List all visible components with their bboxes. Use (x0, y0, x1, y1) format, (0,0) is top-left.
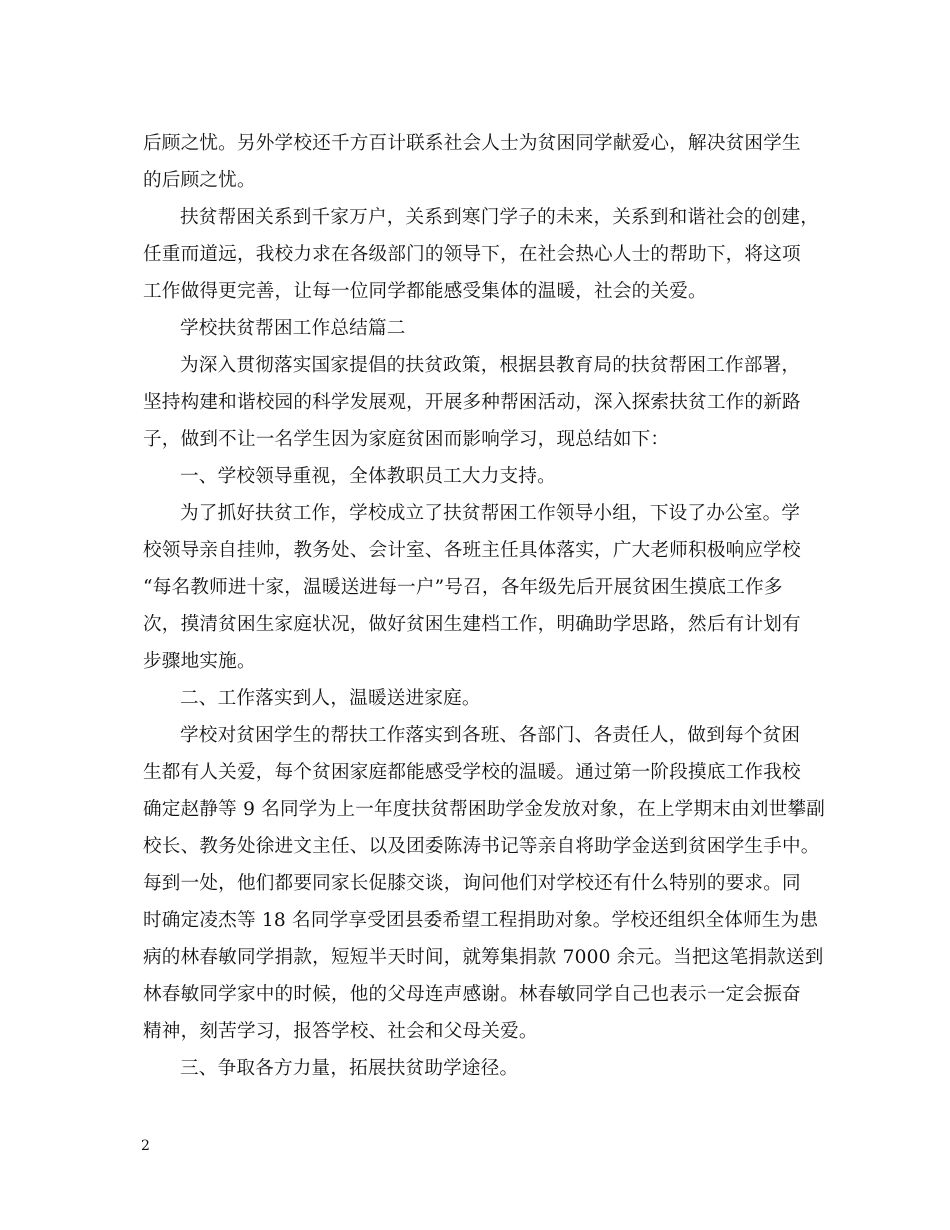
text-line: 时确定凌杰等 18 名同学享受团县委希望工程捐助对象。学校还组织全体师生为患 (143, 910, 819, 931)
text-line: 生都有人关爱，每个贫困家庭都能感受学校的温暖。通过第一阶段摸底工作我校 (143, 762, 801, 783)
paragraph-start: 学校对贫困学生的帮扶工作落实到各班、各部门、各责任人，做到每个贫困 (180, 725, 801, 746)
paragraph-start: 为了抓好扶贫工作，学校成立了扶贫帮困工作领导小组，下设了办公室。学 (180, 503, 801, 524)
text-line: 后顾之忧。另外学校还千方百计联系社会人士为贫困同学献爱心，解决贫困学生 (143, 133, 801, 154)
text-line: 步骤地实施。 (143, 651, 256, 672)
paragraph-start: 扶贫帮困关系到千家万户，关系到寒门学子的未来，关系到和谐社会的创建， (180, 207, 819, 228)
text-line: 的后顾之忧。 (143, 170, 256, 191)
text-line: 工作做得更完善，让每一位同学都能感受集体的温暖，社会的关爱。 (143, 281, 707, 302)
section-heading: 三、争取各方力量，拓展扶贫助学途径。 (180, 1058, 519, 1079)
section-heading: 学校扶贫帮困工作总结篇二 (180, 318, 406, 339)
text-line: 子，做到不让一名学生因为家庭贫困而影响学习，现总结如下： (143, 429, 670, 450)
text-line: 林春敏同学家中的时候，他的父母连声感谢。林春敏同学自己也表示一定会振奋 (143, 984, 801, 1005)
text-line: 确定赵静等 9 名同学为上一年度扶贫帮困助学金发放对象，在上学期末由刘世攀副 (143, 799, 826, 820)
text-line: 校长、教务处徐进文主任、以及团委陈涛书记等亲自将助学金送到贫困学生手中。 (143, 836, 820, 857)
section-heading: 二、工作落实到人，温暖送进家庭。 (180, 688, 481, 709)
text-line: “每名教师进十家，温暖送进每一户”号召，各年级先后开展贫困生摸底工作多 (143, 577, 783, 598)
text-line: 坚持构建和谐校园的科学发展观，开展多种帮困活动，深入探索扶贫工作的新路 (143, 392, 801, 413)
section-heading: 一、学校领导重视，全体教职员工大力支持。 (180, 466, 556, 487)
document-body (143, 125, 826, 1087)
text-line: 次，摸清贫困生家庭状况，做好贫困生建档工作，明确助学思路，然后有计划有 (143, 614, 801, 635)
text-line: 任重而道远，我校力求在各级部门的领导下，在社会热心人士的帮助下，将这项 (143, 244, 801, 265)
text-line: 每到一处，他们都要同家长促膝交谈，询问他们对学校还有什么特别的要求。同 (143, 873, 801, 894)
text-line: 校领导亲自挂帅，教务处、会计室、各班主任具体落实，广大老师积极响应学校 (143, 540, 801, 561)
paragraph-start: 为深入贯彻落实国家提倡的扶贫政策，根据县教育局的扶贫帮困工作部署， (180, 355, 801, 376)
page-number: 2 (141, 1138, 150, 1154)
text-line: 精神，刻苦学习，报答学校、社会和父母关爱。 (143, 1021, 538, 1042)
text-line: 病的林春敏同学捐款，短短半天时间，就筹集捐款 7000 余元。当把这笔捐款送到 (143, 947, 824, 968)
